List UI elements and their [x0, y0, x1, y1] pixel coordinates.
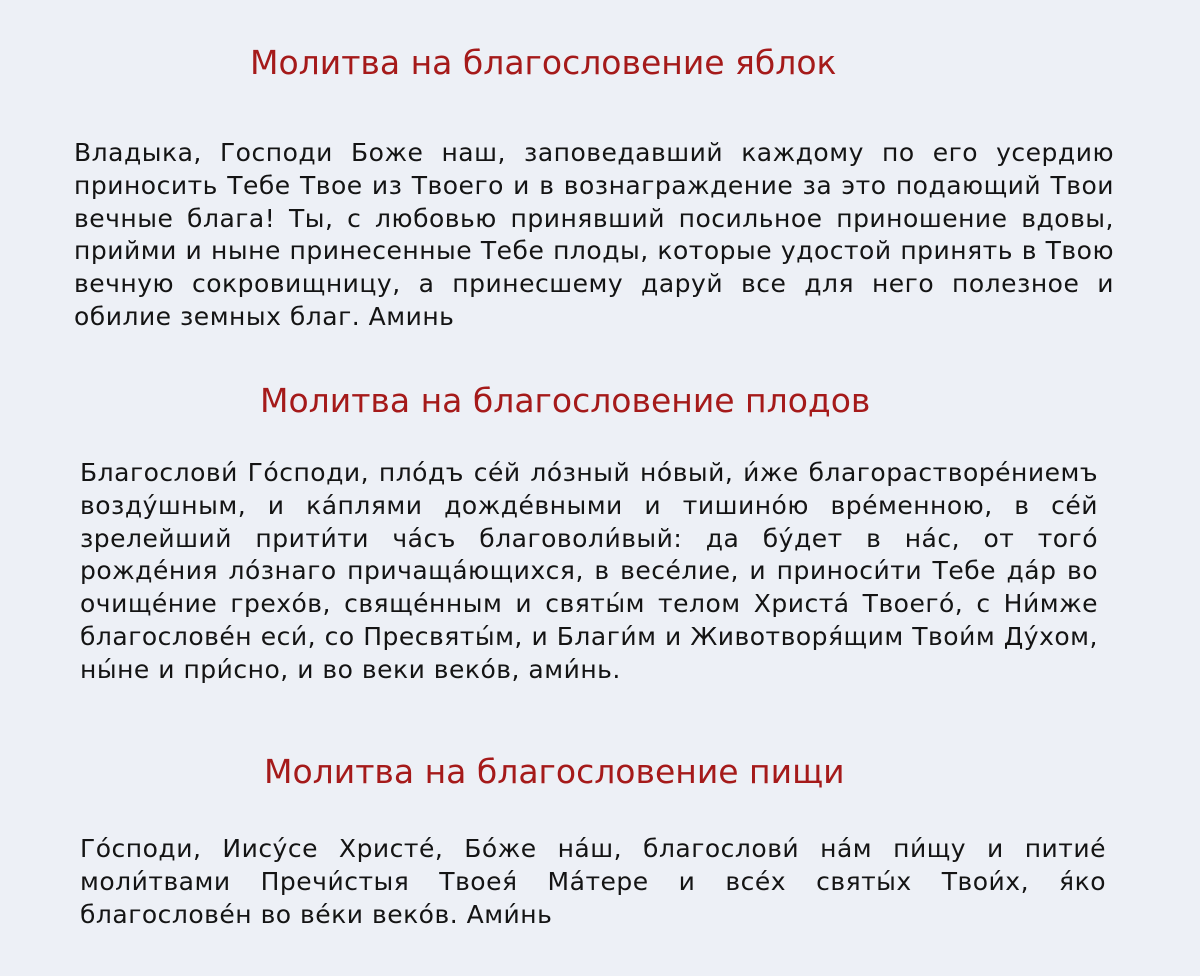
prayer-text-fruits: Благослови́ Го́споди, пло́дъ се́й ло́зный но́вый, и́же благорастворе́ниемъ возду́шным, и ка́плями дожде́вными и тишино́ю вре́менною, в се́й зрелейший прити́ти ча́съ благоволи́вый: да бу́дет в на́с, от того́ рожде́ния ло́знаго причаща́ющихся, в весе́лие, и приноси́ти Тебе да́р во очище́ние грехо́в, свяще́нным и святы́м телом Христа́ Твоего́, с Ни́мже благослове́н еси́, со Пресвяты́м, и Благи́м и Животворя́щим Твои́м Ду́хом, ны́не и при́сно, и во веки веко́в, ами́нь. — [80, 458, 1098, 684]
prayer-text-apples: Владыка, Господи Боже наш, заповедавший каждому по его усердию приносить Тебе Твое из Твоего и в вознаграждение за это подающий Твои вечные блага! Ты, с любовью принявший посильное приношение вдовы, прийми и ныне принесенные Тебе плоды, которые удостой принять в Твою вечную сокровищницу, а принесшему даруй все для него полезное и обилие земных благ. Аминь — [74, 138, 1114, 331]
heading-apples-prayer: Молитва на благословение яблок — [250, 43, 837, 82]
prayer-text-food: Го́споди, Иису́се Христе́, Бо́же на́ш, благослови́ на́м пи́щу и питие́ моли́твами Пречи́стыя Твоея́ Ма́тере и все́х святы́х Твои́х, я́ко благослове́н во ве́ки веко́в. Ами́нь — [80, 834, 1106, 929]
heading-fruits-prayer: Молитва на благословение плодов — [260, 381, 871, 420]
heading-food-prayer: Молитва на благословение пищи — [264, 752, 845, 791]
